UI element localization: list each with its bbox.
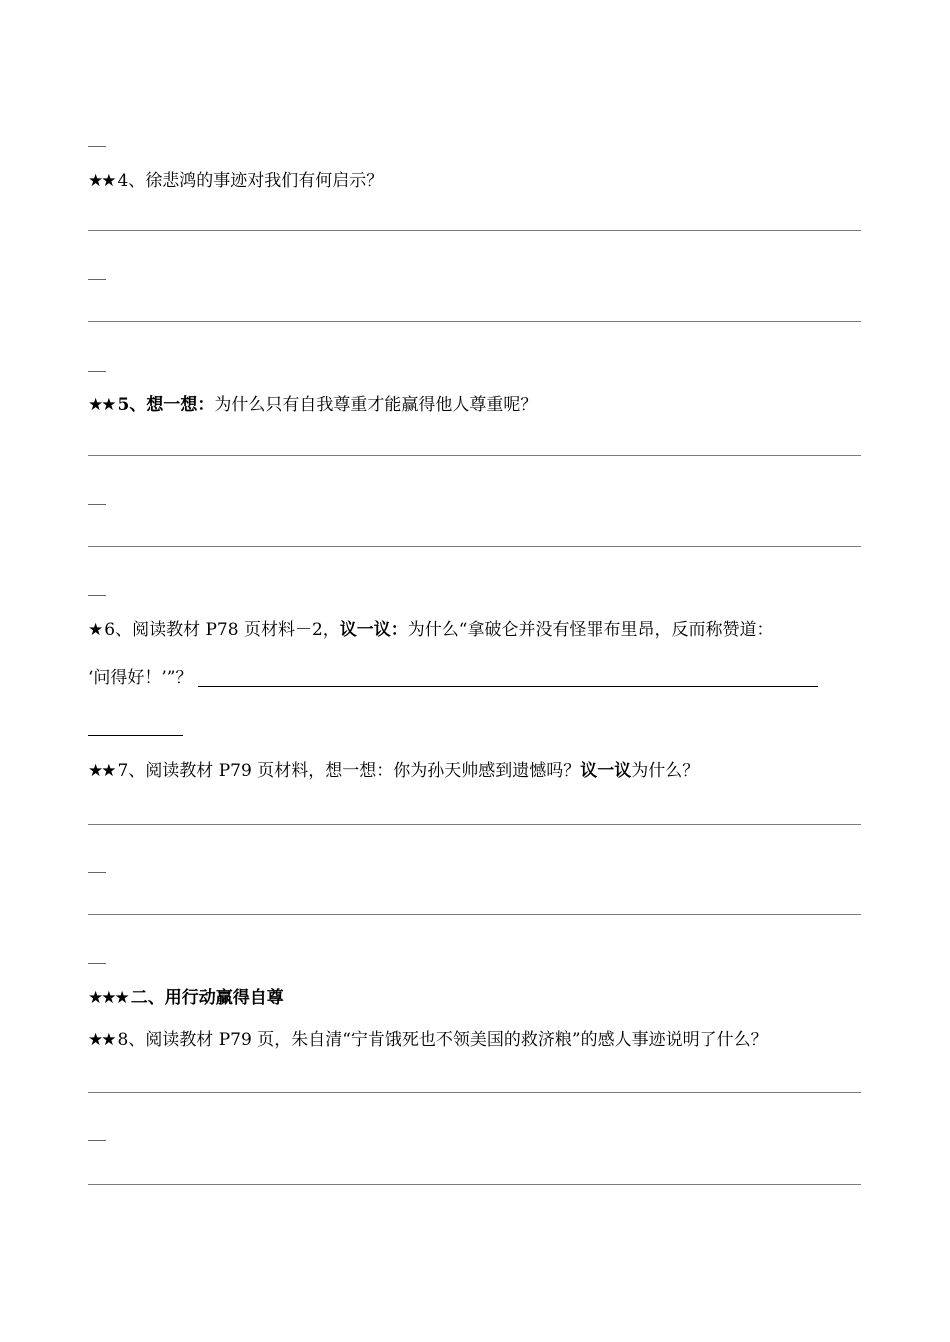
question-text: 为什么只有自我尊重才能赢得他人尊重呢？ bbox=[214, 395, 538, 415]
question-text: 徐悲鸿的事迹对我们有何启示？ bbox=[145, 171, 384, 191]
section-heading bbox=[88, 987, 284, 1009]
difficulty-stars: ★★ bbox=[88, 761, 115, 781]
question-5 bbox=[88, 394, 537, 416]
question-text: 阅读教材 P79 页，朱自清“宁肯饿死也不领美国的救济粮”的感人事迹说明了什么？ bbox=[145, 1030, 768, 1050]
answer-dash bbox=[88, 371, 106, 372]
answer-dash bbox=[88, 595, 106, 596]
answer-line[interactable] bbox=[88, 914, 861, 915]
answer-line[interactable] bbox=[88, 1092, 861, 1093]
question-prompt-label: 想一想： bbox=[146, 395, 215, 415]
answer-dash bbox=[88, 1140, 106, 1141]
question-number: 5、 bbox=[117, 395, 147, 415]
question-7 bbox=[88, 760, 699, 782]
difficulty-stars: ★ bbox=[88, 620, 102, 640]
difficulty-stars: ★★ bbox=[88, 395, 115, 415]
question-text: 为什么？ bbox=[631, 761, 700, 781]
answer-blank[interactable] bbox=[198, 668, 818, 687]
question-8 bbox=[88, 1029, 768, 1051]
question-number: 8、 bbox=[117, 1030, 146, 1050]
answer-line[interactable] bbox=[88, 321, 861, 322]
difficulty-stars: ★★ bbox=[88, 171, 115, 191]
section-title: 二、用行动赢得自尊 bbox=[130, 988, 284, 1008]
question-prompt-label: 议一议 bbox=[580, 761, 632, 781]
answer-line-short[interactable] bbox=[88, 735, 183, 736]
question-text: ‘问得好！’”？ bbox=[88, 668, 193, 688]
answer-dash bbox=[88, 146, 106, 147]
question-6 bbox=[88, 619, 773, 641]
answer-dash bbox=[88, 279, 106, 280]
answer-line[interactable] bbox=[88, 455, 861, 456]
question-prompt-label: 议一议： bbox=[339, 620, 408, 640]
difficulty-stars: ★★ bbox=[88, 1030, 115, 1050]
answer-dash bbox=[88, 963, 106, 964]
answer-dash bbox=[88, 504, 106, 505]
answer-line[interactable] bbox=[88, 1184, 861, 1185]
question-text: 为什么“拿破仑并没有怪罪布里昂，反而称赞道： bbox=[407, 620, 774, 640]
answer-dash bbox=[88, 872, 106, 873]
question-text: 阅读教材 P79 页材料，想一想：你为孙天帅感到遗憾吗？ bbox=[145, 761, 581, 781]
difficulty-stars: ★★★ bbox=[88, 988, 128, 1008]
question-number: 6、 bbox=[104, 620, 133, 640]
question-number: 7、 bbox=[117, 761, 146, 781]
answer-line[interactable] bbox=[88, 546, 861, 547]
question-number: 4、 bbox=[117, 171, 146, 191]
question-6-line-2 bbox=[88, 667, 818, 689]
question-4 bbox=[88, 170, 383, 192]
answer-line[interactable] bbox=[88, 824, 861, 825]
answer-line[interactable] bbox=[88, 230, 861, 231]
question-text: 阅读教材 P78 页材料－2， bbox=[132, 620, 340, 640]
